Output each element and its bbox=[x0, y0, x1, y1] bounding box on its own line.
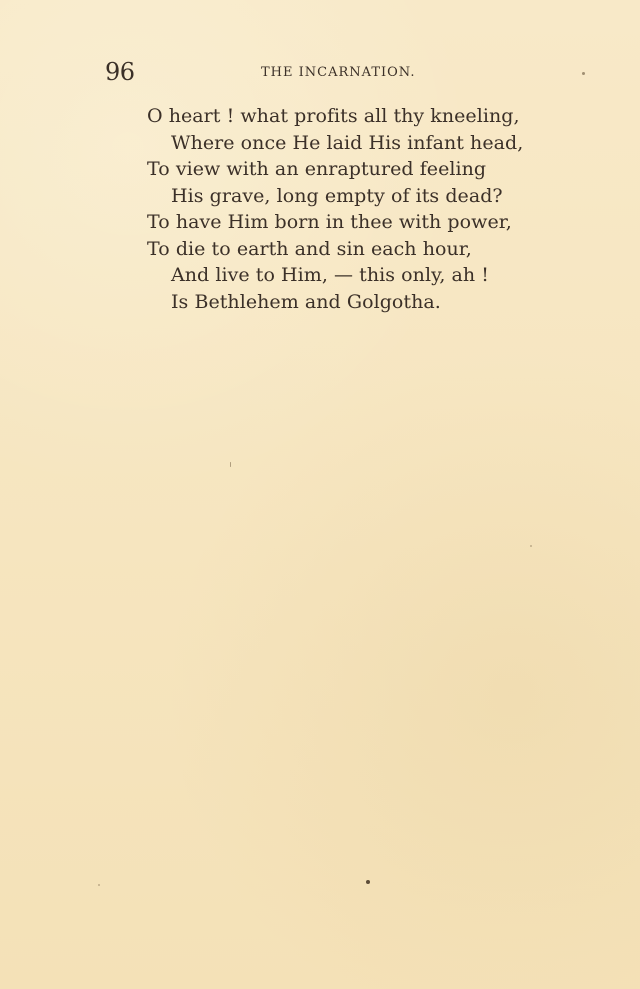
poem-line-5: To have Him born in thee with power, bbox=[147, 211, 512, 233]
paper-speck bbox=[230, 462, 231, 467]
poem-line-4: His grave, long empty of its dead? bbox=[171, 184, 503, 207]
paper-speck bbox=[98, 884, 100, 886]
poem-line-2: Where once He laid His infant head, bbox=[171, 131, 524, 154]
poem-stanza bbox=[147, 103, 537, 315]
paper-speck bbox=[366, 880, 370, 884]
paper-speck bbox=[582, 72, 585, 75]
poem-line-7: And live to Him, — this only, ah ! bbox=[171, 264, 489, 286]
running-head bbox=[105, 58, 525, 86]
page-number: 96 bbox=[105, 58, 135, 86]
poem-line-3: To view with an enraptured feeling bbox=[147, 158, 487, 180]
poem-line-1: O heart ! what profits all thy kneeling, bbox=[147, 105, 520, 127]
poem-line-6: To die to earth and sin each hour, bbox=[147, 237, 472, 260]
poem-line-8: Is Bethlehem and Golgotha. bbox=[171, 290, 441, 313]
paper-speck bbox=[530, 545, 532, 547]
chapter-title: THE INCARNATION. bbox=[261, 65, 416, 80]
